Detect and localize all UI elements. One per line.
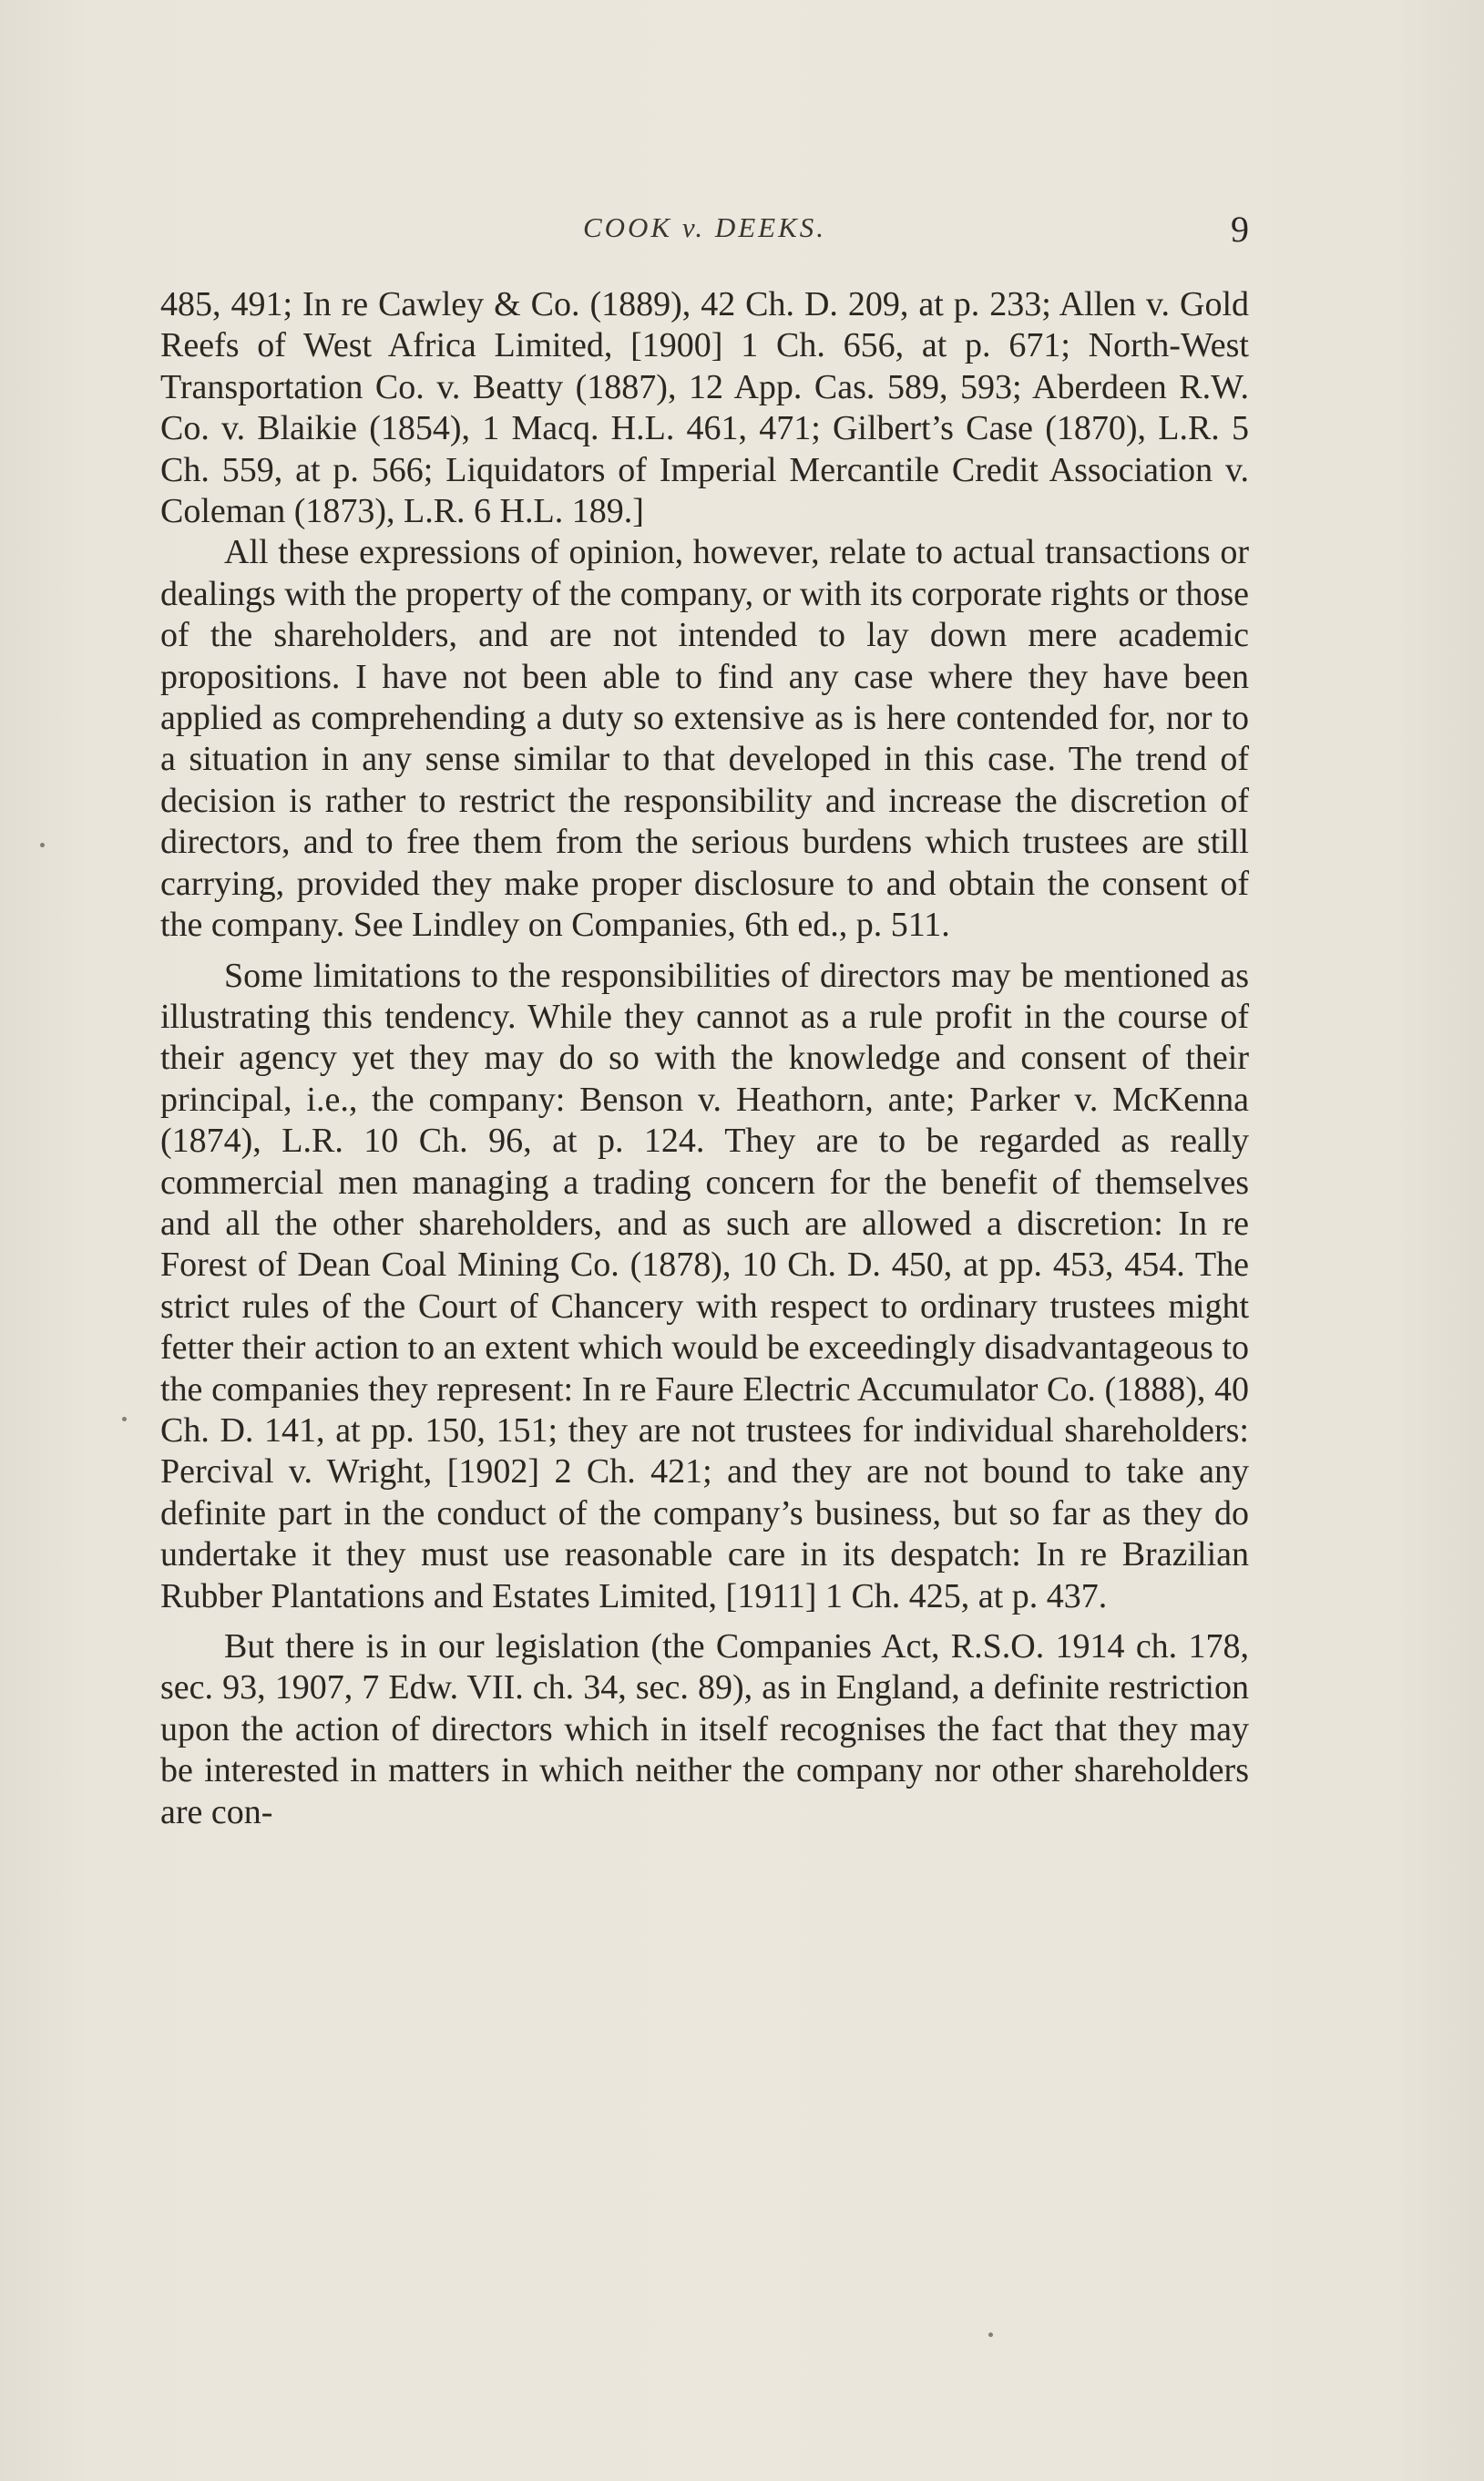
paper-speck <box>122 1417 127 1421</box>
paragraph-legislation: But there is in our legislation (the Companies Act, R.S.O. 1914 ch. 178, sec. 93, 1907, 7 Edw. VII. ch. 34, sec. 89), as in England, a definite restriction upon the action of directors which in itself recognises the fact that they may be interested in matters in which neither the company nor other shareholders are con- <box>160 1627 1249 1831</box>
paper-speck <box>988 2332 993 2337</box>
paragraph-citations-continued: 485, 491; In re Cawley & Co. (1889), 42 Ch. D. 209, at p. 233; Allen v. Gold Reefs of West Africa Limited, [1900] 1 Ch. 656, at p. 671; North-West Transportation Co. v. Beatty (1887), 12 App. Cas. 589, 593; Aberdeen R.W. Co. v. Blaikie (1854), 1 Macq. H.L. 461, 471; Gilbert’s Case (1870), L.R. 5 Ch. 559, at p. 566; Liquidators of Imperial Mercantile Credit Association v. Coleman (1873), L.R. 6 H.L. 189.] <box>160 285 1249 531</box>
running-head <box>160 204 1249 259</box>
running-title: COOK v. DEEKS. <box>582 211 827 243</box>
paragraph-expressions-of-opinion: All these expressions of opinion, however, relate to actual transactions or dealings with the property of the company, or with its corporate rights or those of the shareholders, and are not intended to lay down mere academic propositions. I have not been able to find any case where they have been applied as comprehending a duty so extensive as is here contended for, nor to a situation in any sense similar to that developed in this case. The trend of decision is rather to restrict the responsibility and increase the discretion of directors, and to free them from the serious burdens which trustees are still carrying, provided they make proper disclosure to and obtain the consent of the company. See Lindley on Companies, 6th ed., p. 511. <box>160 533 1249 945</box>
paper-speck <box>40 843 45 847</box>
page-number: 9 <box>1231 209 1249 250</box>
body-text <box>160 284 1249 1833</box>
paragraph-limitations: Some limitations to the responsibilities of directors may be mentioned as illustrating this tendency. While they cannot as a rule profit in the course of their agency yet they may do so with the knowledge and consent of their principal, i.e., the company: Benson v. Heathorn, ante; Parker v. McKenna (1874), L.R. 10 Ch. 96, at p. 124. They are to be regarded as really commercial men managing a trading concern for the benefit of themselves and all the other shareholders, and as such are allowed a discretion: In re Forest of Dean Coal Mining Co. (1878), 10 Ch. D. 450, at pp. 453, 454. The strict rules of the Court of Chancery with respect to ordinary trustees might fetter their action to an extent which would be exceedingly disadvantageous to the companies they represent: In re Faure Electric Accumulator Co. (1888), 40 Ch. D. 141, at pp. 150, 151; they are not trustees for individual shareholders: Percival v. Wright, [1902] 2 Ch. 421; and they are not bound to take any definite part in the conduct of the company’s business, but so far as they do undertake it they must use reasonable care in its despatch: In re Brazilian Rubber Plantations and Estates Limited, [1911] 1 Ch. 425, at p. 437. <box>160 956 1249 1615</box>
